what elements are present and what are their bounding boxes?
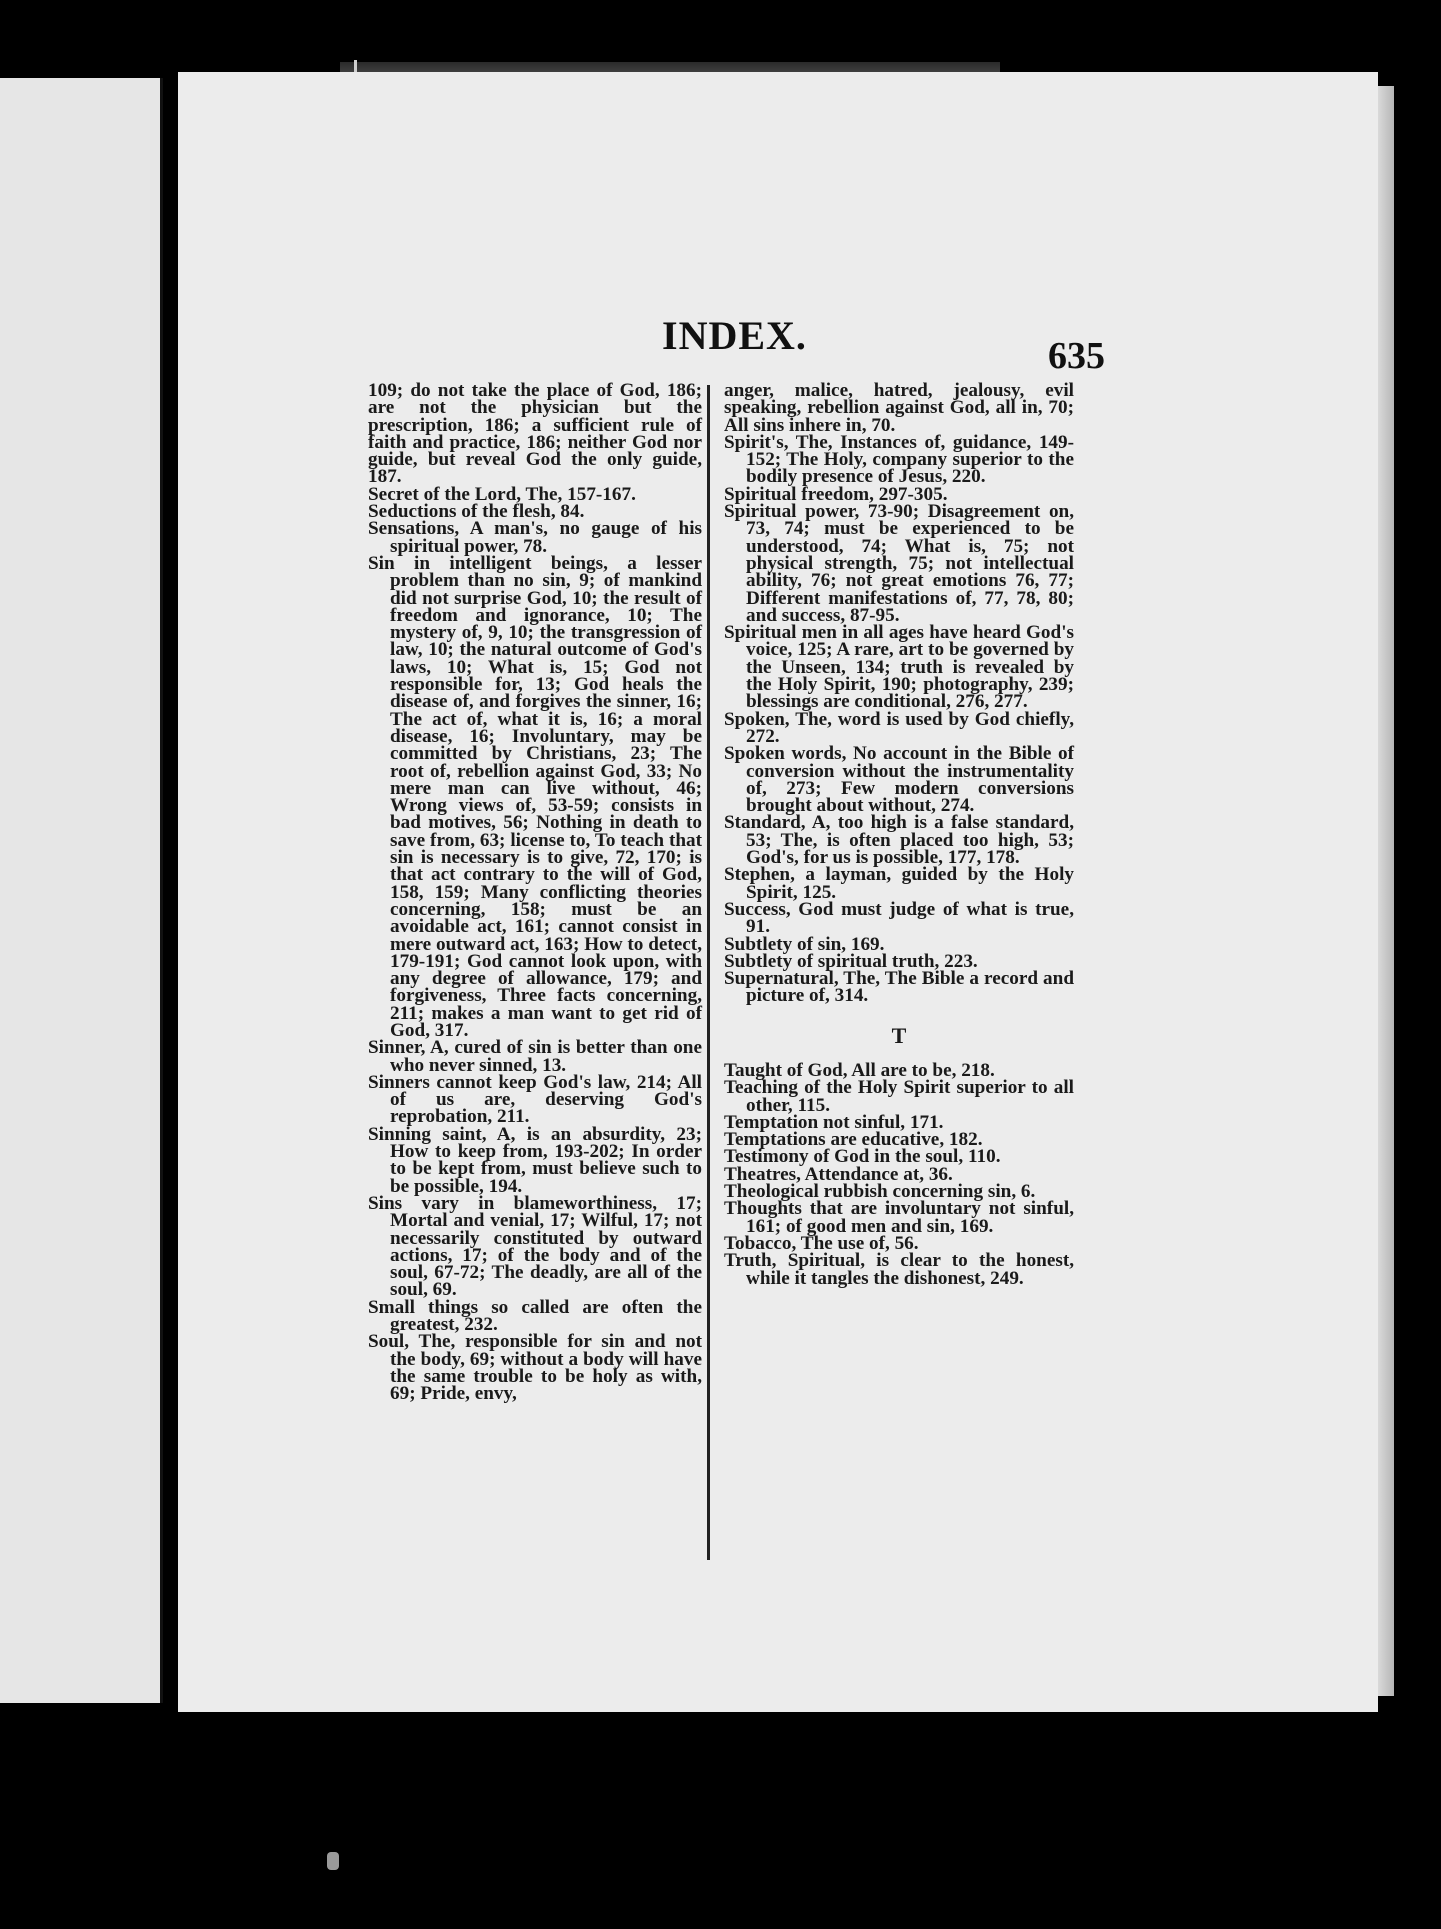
index-entry: Sensations, A man's, no gauge of his spiritual power, 78. bbox=[368, 518, 702, 557]
index-entry: Spiritual freedom, 297-305. bbox=[724, 483, 948, 505]
index-entries-t bbox=[724, 1059, 1074, 1289]
index-column-left bbox=[368, 382, 702, 1403]
index-entry: Sinning saint, A, is an absurdity, 23; How to keep from, 193-202; In order to be kept from, must believe such to be possible, 194. bbox=[368, 1123, 702, 1197]
index-entry: Thoughts that are involuntary not sinful, 161; of good men and sin, 169. bbox=[724, 1198, 1074, 1237]
index-entry: Secret of the Lord, The, 157-167. bbox=[368, 483, 636, 505]
index-entry: Temptation not sinful, 171. bbox=[724, 1111, 944, 1133]
index-entries-s bbox=[724, 382, 1074, 1005]
index-entry: Taught of God, All are to be, 218. bbox=[724, 1059, 995, 1081]
index-entry: Sinners cannot keep God's law, 214; All of us are, deserving God's reprobation, 211. bbox=[368, 1071, 702, 1128]
index-entry: Truth, Spiritual, is clear to the honest, while it tangles the dishonest, 249. bbox=[724, 1250, 1074, 1289]
index-entry: Stephen, a layman, guided by the Holy Spirit, 125. bbox=[724, 864, 1074, 903]
index-entry: Temptations are educative, 182. bbox=[724, 1129, 983, 1151]
index-entry: Standard, A, too high is a false standard, 53; The, is often placed too high, 53; God's, for us is possible, 177, 178. bbox=[724, 812, 1074, 869]
index-entry: Sinner, A, cured of sin is better than one who never sinned, 13. bbox=[368, 1037, 702, 1076]
column-divider bbox=[707, 385, 710, 1560]
index-entry: Spiritual power, 73-90; Disagreement on, 73, 74; must be experienced to be understood, 74; What is, 75; not physical strength, 75; not intellectual ability, 76; not great emotions 76, 77; Different manifestations of, 77, 78, 80; and success, 87-95. bbox=[724, 501, 1074, 626]
index-entry: Sin in intelligent beings, a lesser problem than no sin, 9; of mankind did not surprise God, 10; the result of freedom and ignorance, 10; The mystery of, 9, 10; the transgression of law, 10; the natural outcome of God's laws, 10; What is, 15; God not responsible for, 13; God heals the disease of, and forgives the sinner, 16; The act of, what it is, 16; a moral disease, 16; Involuntary, may be committed by Christians, 23; The root of, rebellion against God, 33; No mere man can live without, 46; Wrong views of, 53-59; consists in bad motives, 56; Nothing in death to save from, 63; license to, To teach that sin is necessary is to give, 72, 170; is that act contrary to the will of God, 158, 159; Many conflicting theories concerning, 158; must be an avoidable act, 161; cannot consist in mere outward act, 163; How to detect, 179-191; God cannot look upon, with any degree of allowance, 179; and forgiveness, Three facts concerning, 211; makes a man want to get rid of God, 317. bbox=[368, 552, 702, 1041]
index-entry: Testimony of God in the soul, 110. bbox=[724, 1146, 1001, 1168]
page-edge-shadow bbox=[1378, 86, 1394, 1696]
index-entry: Spoken words, No account in the Bible of conversion without the instrumentality of, 273; Few modern conversions brought about without, 274. bbox=[724, 743, 1074, 817]
index-entry: Small things so called are often the greatest, 232. bbox=[368, 1296, 702, 1336]
index-entry: Theological rubbish concerning sin, 6. bbox=[724, 1181, 1036, 1203]
index-entry: Sins vary in blameworthiness, 17; Mortal and venial, 17; Wilful, 17; not necessarily constituted by outward actions, 17; of the body and of the soul, 67-72; The deadly, are all of the soul, 69. bbox=[368, 1192, 702, 1301]
index-entry: Seductions of the flesh, 84. bbox=[368, 501, 585, 523]
index-column-right bbox=[724, 382, 1074, 1287]
index-entry: Subtlety of spiritual truth, 223. bbox=[724, 950, 978, 972]
index-entry: Tobacco, The use of, 56. bbox=[724, 1232, 919, 1254]
index-entry: Theatres, Attendance at, 36. bbox=[724, 1163, 953, 1185]
index-entry: Success, God must judge of what is true, 91. bbox=[724, 898, 1074, 938]
page-header: INDEX. bbox=[662, 313, 807, 358]
index-entry: anger, malice, hatred, jealousy, evil speaking, rebellion against God, all in, 70; All sins inhere in, 70. bbox=[724, 380, 1074, 436]
section-letter: T bbox=[891, 1022, 907, 1048]
index-entry: Spiritual men in all ages have heard God's voice, 125; A rare, art to be governed by the Unseen, 134; truth is revealed by the Holy Spirit, 190; photography, 239; blessings are conditional, 276, 277. bbox=[724, 622, 1074, 713]
index-entry: Spirit's, The, Instances of, guidance, 149-152; The Holy, company superior to the bodily presence of Jesus, 220. bbox=[724, 431, 1074, 488]
index-entry: Subtlety of sin, 169. bbox=[724, 933, 885, 955]
index-entry: Spoken, The, word is used by God chiefly, 272. bbox=[724, 708, 1074, 747]
index-entry: Supernatural, The, The Bible a record and picture of, 314. bbox=[724, 968, 1074, 1007]
facing-page-edge bbox=[0, 78, 163, 1703]
index-entry: Soul, The, responsible for sin and not the body, 69; without a body will have the same trouble to be holy as with, 69; Pride, envy, bbox=[368, 1331, 702, 1405]
scan-artifact bbox=[327, 1852, 339, 1870]
index-entry: 109; do not take the place of God, 186; are not the physician but the prescription, 186; a sufficient rule of faith and practice, 186; neither God nor guide, but reveal God the only guide, 187. bbox=[368, 380, 702, 488]
page-number: 635 bbox=[1048, 335, 1105, 377]
index-entry: Teaching of the Holy Spirit superior to all other, 115. bbox=[724, 1077, 1074, 1116]
